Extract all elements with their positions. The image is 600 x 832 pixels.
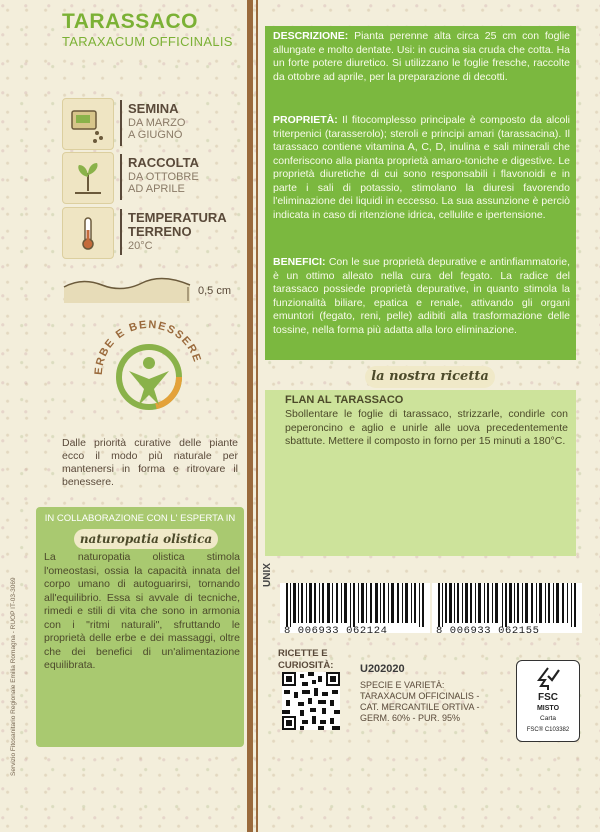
recipe-box: [265, 390, 576, 556]
description-text: [273, 30, 570, 84]
recipe-badge: la nostra ricetta: [365, 366, 495, 388]
sprout-icon: [62, 152, 114, 204]
barcode-left-bars: [286, 583, 426, 627]
description-label: DESCRIZIONE:: [273, 30, 349, 42]
fsc-mix: MISTO: [536, 705, 560, 712]
sowing-line2: A GIUGNO: [128, 129, 183, 141]
temperature-value: 20°C: [128, 240, 153, 252]
properties-body: Il fitocomplesso principale è composto da alcoli triterpenici (tarasserolo); steroli e principi amari (tarassacina). Il tarassaco contiene vitamina A, C, D, inulina e sali minerali che conferiscono alla pianta proprietà amaro-toniche e digestive. Le proprietà diuretiche di cui sono responsabili i flavonoidi e in parte i sali di potassio, stimolano la diuresi favorendo l'eliminazione dei liquidi in eccesso. La sua assunzione è perciò indicata in caso di ritenzione idrica, cellulite e ipertensione.: [273, 114, 570, 221]
naturopathy-badge: naturopatia olistica: [74, 529, 218, 549]
unix-label: UNIX: [262, 563, 273, 587]
fsc-paper: Carta: [540, 715, 556, 722]
tree-check-icon: [535, 666, 561, 692]
info-panel: [265, 26, 576, 360]
barcode-left-number: 8 006933 062124: [284, 625, 388, 637]
qr-code-icon: [282, 672, 340, 730]
soil-depth-icon: [62, 275, 192, 305]
barcode-right: [432, 583, 582, 637]
row-separator: [120, 154, 122, 200]
product-code: U202020: [360, 663, 405, 675]
harvest-heading: RACCOLTA: [128, 155, 200, 170]
badge-text: ERBE E BENESSERE: [92, 318, 204, 376]
product-latin-name: TARAXACUM OFFICINALIS: [62, 34, 233, 49]
qr-label: [278, 648, 333, 672]
collaboration-box: [36, 507, 244, 747]
recipe-band: [265, 364, 576, 390]
properties-label: PROPRIETÀ:: [273, 114, 338, 126]
temperature-heading: TEMPERATURA: [128, 210, 227, 225]
benefits-text: [273, 256, 570, 337]
sowing-row: [62, 98, 232, 148]
barcode-left: [280, 583, 430, 637]
recipe-title: FLAN AL TARASSACO: [285, 394, 404, 406]
qr-label-line1: RICETTE E: [278, 648, 328, 659]
vertical-note: Servizio Fitosanitario Regionale Emilia Romagna - RUOP IT-03-3069: [10, 577, 17, 776]
row-separator: [120, 209, 122, 255]
temperature-row: [62, 207, 232, 257]
depth-value: 0,5 cm: [198, 285, 232, 297]
fsc-license: FSC® C103382: [526, 727, 570, 733]
sowing-heading: SEMINA: [128, 101, 179, 116]
sowing-line1: DA MARZO: [128, 117, 186, 129]
harvest-line2: AD APRILE: [128, 183, 185, 195]
qr-label-line2: CURIOSITÀ:: [278, 660, 334, 671]
variety-spec: SPECIE E VARIETÀ: TARAXACUM OFFICINALIS - CAT. MERCANTILE ORTIVA - GERM. 60% - PUR. 95%: [360, 680, 480, 723]
fsc-label: [516, 660, 580, 742]
barcode-right-bars: [438, 583, 578, 627]
fsc-logo-text: FSC: [538, 692, 558, 703]
barcode-right-number: 8 006933 062155: [436, 625, 540, 637]
wellness-logo-icon: [84, 313, 214, 433]
intro-text: Dalle priorità curative delle piante ecco il modo più naturale per mantenersi in forma e ritrovare il benessere.: [62, 437, 238, 488]
thermometer-icon: [62, 207, 114, 259]
collaboration-body: La naturopatia olistica stimola l'omeostasi, ossia la capacità innata del corpo umano di autoguarirsi, tornando all'equilibrio. Essa si avvale di tecniche, rimedi e stili di vita che sono in armonia con i "ritmi naturali", sfruttando le proprietà delle erbe e dei massaggi, oltre che dei benefici di un'alimentazione equilibrata.: [44, 551, 240, 671]
benefits-label: BENEFICI:: [273, 256, 326, 268]
harvest-row: [62, 152, 232, 202]
wellness-badge: [84, 313, 214, 433]
qr-code[interactable]: [282, 672, 340, 730]
row-separator: [120, 100, 122, 146]
properties-text: [273, 114, 570, 222]
collaboration-heading: IN COLLABORAZIONE CON L' ESPERTA IN: [44, 513, 236, 524]
seed-packet-icon: [62, 98, 114, 150]
product-title: TARASSACO: [62, 10, 198, 33]
divider-line: [247, 0, 253, 832]
sowing-depth: [62, 275, 232, 305]
description-body: Pianta perenne alta circa 25 cm con foglie allungate e molto dentate. Usi: in cucina sia cruda che cotta. Ha un forte potere diuretico. Si utilizzano le foglie fresche, raccolte da ottobre ad aprile, per la preparazione di decotti.: [273, 30, 570, 83]
temperature-heading2: TERRENO: [128, 224, 192, 239]
recipe-body: Sbollentare le foglie di tarassaco, strizzarle, condirle con peperoncino e aglio e unirle alle uova precedentemente sbattute. Mettere il composto in forno per 15 minuti a 180°C.: [285, 408, 568, 447]
harvest-line1: DA OTTOBRE: [128, 171, 199, 183]
divider-line-thin: [256, 0, 258, 832]
benefits-body: Con le sue proprietà depurative e antinfiammatorie, è un ottimo alleato nella cura del fegato. La radice del tarassaco possiede proprietà depurative, in quanto stimola la funzionalità biliare, epatica e renale, attivando gli organi emuntori (fegato, reni, pelle) adibiti alla trasformazione delle tossine, nella forma più adatta alla loro eliminazione.: [273, 256, 570, 336]
